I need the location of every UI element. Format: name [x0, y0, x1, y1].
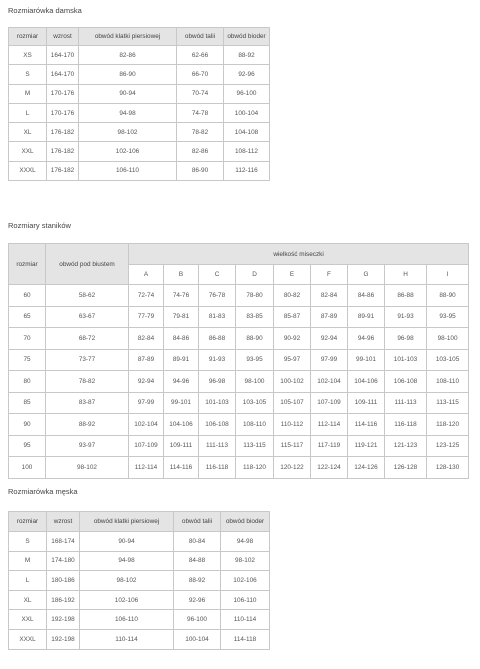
- cup-letter-cell: G: [348, 265, 385, 285]
- men-header-cell: wzrost: [47, 512, 80, 532]
- table-cell: 85-87: [274, 306, 311, 328]
- women-header-cell: wzrost: [47, 28, 79, 46]
- table-cell: 120-122: [274, 457, 311, 479]
- table-cell: 84-88: [174, 551, 221, 571]
- table-cell: 97-99: [129, 392, 164, 414]
- table-cell: 102-104: [129, 414, 164, 436]
- table-cell: 114-118: [221, 629, 270, 649]
- bra-cup-size-header: wielkość miseczki: [129, 244, 469, 265]
- table-cell: 62-66: [177, 46, 224, 65]
- table-cell: 88-92: [46, 414, 129, 436]
- table-row: [9, 414, 469, 436]
- table-cell: 106-108: [199, 414, 236, 436]
- table-cell: 117-119: [311, 435, 348, 457]
- table-cell: 91-93: [199, 349, 236, 371]
- table-cell: 80-84: [174, 532, 221, 552]
- table-row: [9, 285, 469, 307]
- table-cell: 88-90: [427, 285, 469, 307]
- table-cell: 192-198: [47, 629, 80, 649]
- table-cell: 72-74: [129, 285, 164, 307]
- table-cell: 78-82: [177, 123, 224, 142]
- table-cell: 115-117: [274, 435, 311, 457]
- table-cell: 86-88: [199, 328, 236, 350]
- table-cell: 92-96: [224, 65, 270, 84]
- table-cell: XS: [9, 46, 47, 65]
- table-cell: 70: [9, 328, 46, 350]
- table-cell: L: [9, 571, 47, 591]
- table-cell: 168-174: [47, 532, 80, 552]
- table-cell: XXL: [9, 142, 47, 161]
- table-cell: 96-98: [385, 328, 427, 350]
- table-cell: 86-88: [385, 285, 427, 307]
- table-cell: 90-94: [79, 84, 177, 103]
- table-cell: 95-97: [274, 349, 311, 371]
- table-cell: 88-90: [236, 328, 274, 350]
- table-cell: 94-98: [221, 532, 270, 552]
- table-cell: 102-106: [80, 590, 174, 610]
- table-cell: 170-176: [47, 84, 79, 103]
- table-cell: 80-82: [274, 285, 311, 307]
- table-row: [9, 457, 469, 479]
- table-cell: 116-118: [199, 457, 236, 479]
- table-cell: XXXL: [9, 161, 47, 180]
- table-cell: 106-108: [385, 371, 427, 393]
- table-cell: 112-114: [311, 414, 348, 436]
- table-cell: 118-120: [427, 414, 469, 436]
- table-cell: 93-95: [427, 306, 469, 328]
- table-cell: 85: [9, 392, 46, 414]
- table-cell: 100-104: [174, 629, 221, 649]
- table-cell: 176-182: [47, 161, 79, 180]
- table-cell: M: [9, 551, 47, 571]
- table-cell: 109-111: [164, 435, 199, 457]
- table-cell: 60: [9, 285, 46, 307]
- table-cell: 99-101: [164, 392, 199, 414]
- table-cell: 176-182: [47, 123, 79, 142]
- women-header-cell: obwód bioder: [224, 28, 270, 46]
- table-cell: 103-105: [236, 392, 274, 414]
- table-cell: 121-123: [385, 435, 427, 457]
- table-row: [9, 629, 270, 649]
- table-row: [9, 306, 469, 328]
- table-cell: 116-118: [385, 414, 427, 436]
- table-cell: 92-94: [129, 371, 164, 393]
- table-cell: 110-114: [80, 629, 174, 649]
- table-row: [9, 571, 270, 591]
- table-cell: 94-96: [348, 328, 385, 350]
- table-cell: 96-100: [224, 84, 270, 103]
- table-cell: 75: [9, 349, 46, 371]
- table-cell: 107-109: [311, 392, 348, 414]
- table-cell: 107-109: [129, 435, 164, 457]
- table-cell: 92-96: [174, 590, 221, 610]
- table-cell: 102-106: [79, 142, 177, 161]
- table-cell: 82-84: [129, 328, 164, 350]
- women-table-header-row: [9, 28, 270, 46]
- bra-underbust-header: obwód pod biustem: [46, 244, 129, 285]
- table-cell: 104-108: [224, 123, 270, 142]
- table-cell: 100-104: [224, 103, 270, 122]
- table-cell: 114-116: [348, 414, 385, 436]
- table-cell: 78-80: [236, 285, 274, 307]
- table-cell: 89-91: [348, 306, 385, 328]
- table-cell: 124-126: [348, 457, 385, 479]
- table-cell: 81-83: [199, 306, 236, 328]
- table-cell: 93-95: [236, 349, 274, 371]
- table-cell: 113-115: [427, 392, 469, 414]
- table-row: [9, 532, 270, 552]
- table-cell: 101-103: [385, 349, 427, 371]
- bra-size-chart-title: Rozmiary staników: [8, 221, 71, 230]
- table-cell: 96-100: [174, 610, 221, 630]
- table-row: [9, 84, 270, 103]
- table-row: [9, 103, 270, 122]
- table-cell: 104-106: [348, 371, 385, 393]
- table-cell: 102-104: [311, 371, 348, 393]
- cup-letter-cell: I: [427, 265, 469, 285]
- table-cell: 77-79: [129, 306, 164, 328]
- table-cell: 90-94: [80, 532, 174, 552]
- men-size-table: [8, 511, 270, 650]
- table-row: [9, 392, 469, 414]
- table-cell: 87-89: [129, 349, 164, 371]
- men-header-cell: obwód klatki piersiowej: [80, 512, 174, 532]
- table-cell: 110-112: [274, 414, 311, 436]
- table-cell: 89-91: [164, 349, 199, 371]
- table-cell: 126-128: [385, 457, 427, 479]
- bra-size-table: [8, 243, 469, 479]
- table-cell: 91-93: [385, 306, 427, 328]
- table-row: [9, 65, 270, 84]
- men-header-cell: obwód bioder: [221, 512, 270, 532]
- table-cell: XL: [9, 590, 47, 610]
- table-cell: 99-101: [348, 349, 385, 371]
- table-cell: 94-98: [80, 551, 174, 571]
- table-row: [9, 123, 270, 142]
- table-cell: 65: [9, 306, 46, 328]
- table-row: [9, 142, 270, 161]
- table-cell: 82-86: [177, 142, 224, 161]
- table-cell: 180-186: [47, 571, 80, 591]
- table-cell: 83-85: [236, 306, 274, 328]
- table-cell: 104-106: [164, 414, 199, 436]
- table-cell: 63-67: [46, 306, 129, 328]
- table-cell: 87-89: [311, 306, 348, 328]
- table-cell: M: [9, 84, 47, 103]
- table-cell: 110-114: [221, 610, 270, 630]
- table-cell: 82-86: [79, 46, 177, 65]
- table-row: [9, 371, 469, 393]
- table-cell: 66-70: [177, 65, 224, 84]
- table-cell: 79-81: [164, 306, 199, 328]
- table-cell: 74-76: [164, 285, 199, 307]
- cup-letter-cell: A: [129, 265, 164, 285]
- table-cell: 68-72: [46, 328, 129, 350]
- table-cell: 186-192: [47, 590, 80, 610]
- table-row: [9, 328, 469, 350]
- table-cell: 84-86: [164, 328, 199, 350]
- table-cell: 93-97: [46, 435, 129, 457]
- table-row: [9, 610, 270, 630]
- women-size-table: [8, 27, 270, 181]
- table-cell: 164-170: [47, 46, 79, 65]
- table-cell: 100: [9, 457, 46, 479]
- table-cell: 118-120: [236, 457, 274, 479]
- table-cell: 97-99: [311, 349, 348, 371]
- table-cell: 106-110: [221, 590, 270, 610]
- table-row: [9, 435, 469, 457]
- table-cell: 90: [9, 414, 46, 436]
- table-row: [9, 551, 270, 571]
- table-cell: 94-96: [164, 371, 199, 393]
- table-cell: 86-90: [79, 65, 177, 84]
- table-row: [9, 349, 469, 371]
- table-cell: L: [9, 103, 47, 122]
- table-cell: 112-116: [224, 161, 270, 180]
- bra-table-header-row: [9, 244, 469, 265]
- table-cell: 98-100: [236, 371, 274, 393]
- table-cell: 108-110: [427, 371, 469, 393]
- table-cell: 98-102: [79, 123, 177, 142]
- table-cell: 98-100: [427, 328, 469, 350]
- bra-size-header: rozmiar: [9, 244, 46, 285]
- men-header-cell: rozmiar: [9, 512, 47, 532]
- table-cell: 86-90: [177, 161, 224, 180]
- men-table-header-row: [9, 512, 270, 532]
- table-cell: 78-82: [46, 371, 129, 393]
- table-cell: S: [9, 65, 47, 84]
- table-cell: 111-113: [385, 392, 427, 414]
- table-cell: 128-130: [427, 457, 469, 479]
- cup-letter-cell: F: [311, 265, 348, 285]
- table-cell: 108-110: [236, 414, 274, 436]
- table-cell: 106-110: [79, 161, 177, 180]
- table-cell: 98-102: [80, 571, 174, 591]
- table-cell: XL: [9, 123, 47, 142]
- table-cell: 164-170: [47, 65, 79, 84]
- table-cell: 98-102: [221, 551, 270, 571]
- men-header-cell: obwód talii: [174, 512, 221, 532]
- table-cell: 123-125: [427, 435, 469, 457]
- table-cell: 103-105: [427, 349, 469, 371]
- table-cell: 113-115: [236, 435, 274, 457]
- table-cell: 101-103: [199, 392, 236, 414]
- women-header-cell: obwód klatki piersiowej: [79, 28, 177, 46]
- table-cell: 114-116: [164, 457, 199, 479]
- cup-letter-cell: E: [274, 265, 311, 285]
- table-cell: 105-107: [274, 392, 311, 414]
- table-cell: 83-87: [46, 392, 129, 414]
- women-header-cell: obwód talii: [177, 28, 224, 46]
- table-cell: 74-78: [177, 103, 224, 122]
- table-cell: XXXL: [9, 629, 47, 649]
- table-cell: 176-182: [47, 142, 79, 161]
- table-cell: 92-94: [311, 328, 348, 350]
- table-cell: 102-106: [221, 571, 270, 591]
- table-row: [9, 590, 270, 610]
- table-cell: 111-113: [199, 435, 236, 457]
- table-cell: 109-111: [348, 392, 385, 414]
- table-cell: 170-176: [47, 103, 79, 122]
- cup-letter-cell: B: [164, 265, 199, 285]
- table-cell: 73-77: [46, 349, 129, 371]
- table-row: [9, 161, 270, 180]
- table-cell: 95: [9, 435, 46, 457]
- women-size-chart-title: Rozmiarówka damska: [8, 6, 82, 15]
- table-cell: 70-74: [177, 84, 224, 103]
- table-cell: 88-92: [224, 46, 270, 65]
- table-cell: 192-198: [47, 610, 80, 630]
- table-cell: 80: [9, 371, 46, 393]
- table-cell: 100-102: [274, 371, 311, 393]
- table-cell: 122-124: [311, 457, 348, 479]
- table-cell: 98-102: [46, 457, 129, 479]
- cup-letter-cell: D: [236, 265, 274, 285]
- table-cell: 96-98: [199, 371, 236, 393]
- table-cell: XXL: [9, 610, 47, 630]
- table-cell: 119-121: [348, 435, 385, 457]
- table-cell: 94-98: [79, 103, 177, 122]
- table-cell: 76-78: [199, 285, 236, 307]
- table-cell: 58-62: [46, 285, 129, 307]
- table-cell: 82-84: [311, 285, 348, 307]
- women-header-cell: rozmiar: [9, 28, 47, 46]
- table-cell: 106-110: [80, 610, 174, 630]
- table-cell: 90-92: [274, 328, 311, 350]
- table-cell: S: [9, 532, 47, 552]
- table-cell: 108-112: [224, 142, 270, 161]
- table-cell: 88-92: [174, 571, 221, 591]
- table-cell: 112-114: [129, 457, 164, 479]
- table-cell: 84-86: [348, 285, 385, 307]
- cup-letter-cell: C: [199, 265, 236, 285]
- table-cell: 174-180: [47, 551, 80, 571]
- cup-letter-cell: H: [385, 265, 427, 285]
- table-row: [9, 46, 270, 65]
- men-size-chart-title: Rozmiarówka męska: [8, 487, 78, 496]
